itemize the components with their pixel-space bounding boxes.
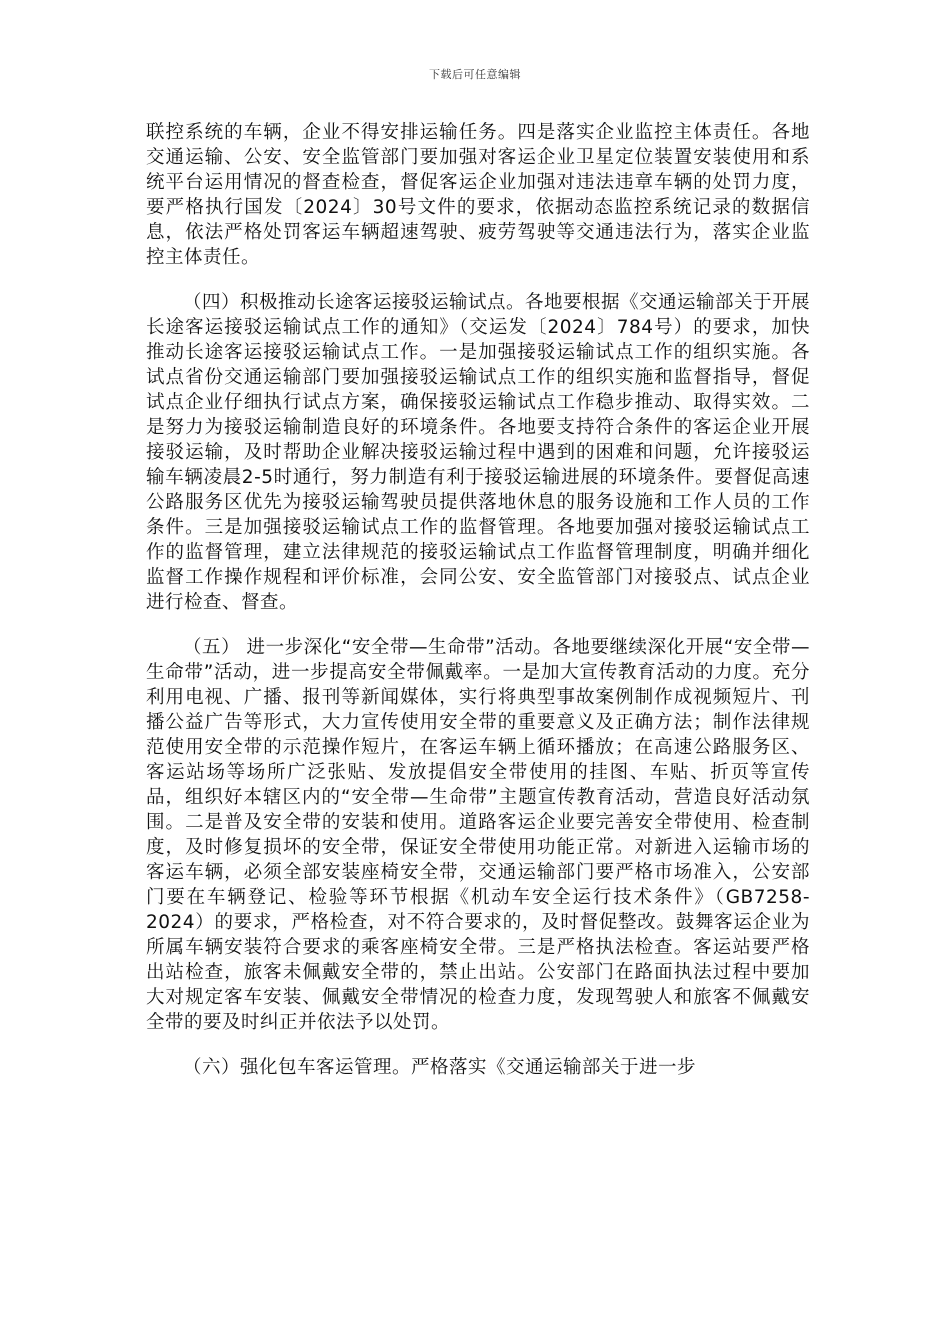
paragraph-section-5: （五） 进一步深化“安全带—生命带”活动。各地要继续深化开展“安全带—生命带”活动，进一步提高安全带佩戴率。一是加大宣传教育活动的力度。充分利用电视、广播、报刊等新闻媒体，实行将典型事故案例制作成视频短片、刊播公益广告等形式，大力宣传使用安全带的重要意义及正确方法；制作法律规范使用安全带的示范操作短片，在客运车辆上循环播放；在高速公路服务区、客运站场等场所广泛张贴、发放提倡安全带使用的挂图、车贴、折页等宣传品，组织好本辖区内的“安全带—生命带”主题宣传教育活动，营造良好活动氛围。二是普及安全带的安装和使用。道路客运企业要完善安全带使用、检查制度，及时修复损坏的安全带，保证安全带使用功能正常。对新进入运输市场的客运车辆，必须全部安装座椅安全带，交通运输部门要严格市场准入，公安部门要在车辆登记、检验等环节根据《机动车安全运行技术条件》（GB7258-2024）的要求，严格检查，对不符合要求的，及时督促整改。鼓舞客运企业为所属车辆安装符合要求的乘客座椅安全带。三是严格执法检查。客运站要严格出站检查，旅客未佩戴安全带的，禁止出站。公安部门在路面执法过程中要加大对规定客车安装、佩戴安全带情况的检查力度，发现驾驶人和旅客不佩戴安全带的要及时纠正并依法予以处罚。 bbox=[146, 637, 810, 1033]
header-note: 下载后可任意编辑 bbox=[429, 68, 521, 81]
document-body bbox=[146, 120, 810, 1100]
paragraph-section-4: （四）积极推动长途客运接驳运输试点。各地要根据《交通运输部关于开展长途客运接驳运输试点工作的通知》（交运发〔2024〕784号）的要求，加快推动长途客运接驳运输试点工作。一是加强接驳运输试点工作的组织实施。各试点省份交通运输部门要加强接驳运输试点工作的组织实施和监督指导，督促试点企业仔细执行试点方案，确保接驳运输试点工作稳步推动、取得实效。二是努力为接驳运输制造良好的环境条件。各地要支持符合条件的客运企业开展接驳运输，及时帮助企业解决接驳运输过程中遇到的困难和问题，允许接驳运输车辆凌晨2-5时通行，努力制造有利于接驳运输进展的环境条件。要督促高速公路服务区优先为接驳运输驾驶员提供落地休息的服务设施和工作人员的工作条件。三是加强接驳运输试点工作的监督管理。各地要加强对接驳运输试点工作的监督管理，建立法律规范的接驳运输试点工作监督管理制度，明确并细化监督工作操作规程和评价标准，会同公安、安全监管部门对接驳点、试点企业进行检查、督查。 bbox=[146, 292, 811, 613]
paragraph-continuation: 联控系统的车辆，企业不得安排运输任务。四是落实企业监控主体责任。各地交通运输、公安、安全监管部门要加强对客运企业卫星定位装置安装使用和系统平台运用情况的督查检查，督促客运企业加强对违法违章车辆的处罚力度，要严格执行国发〔2024〕30号文件的要求，依据动态监控系统记录的数据信息，依法严格处罚客运车辆超速驾驶、疲劳驾驶等交通违法行为，落实企业监控主体责任。 bbox=[146, 122, 810, 268]
paragraph-section-6: （六）强化包车客运管理。严格落实《交通运输部关于进一步 bbox=[183, 1057, 697, 1078]
